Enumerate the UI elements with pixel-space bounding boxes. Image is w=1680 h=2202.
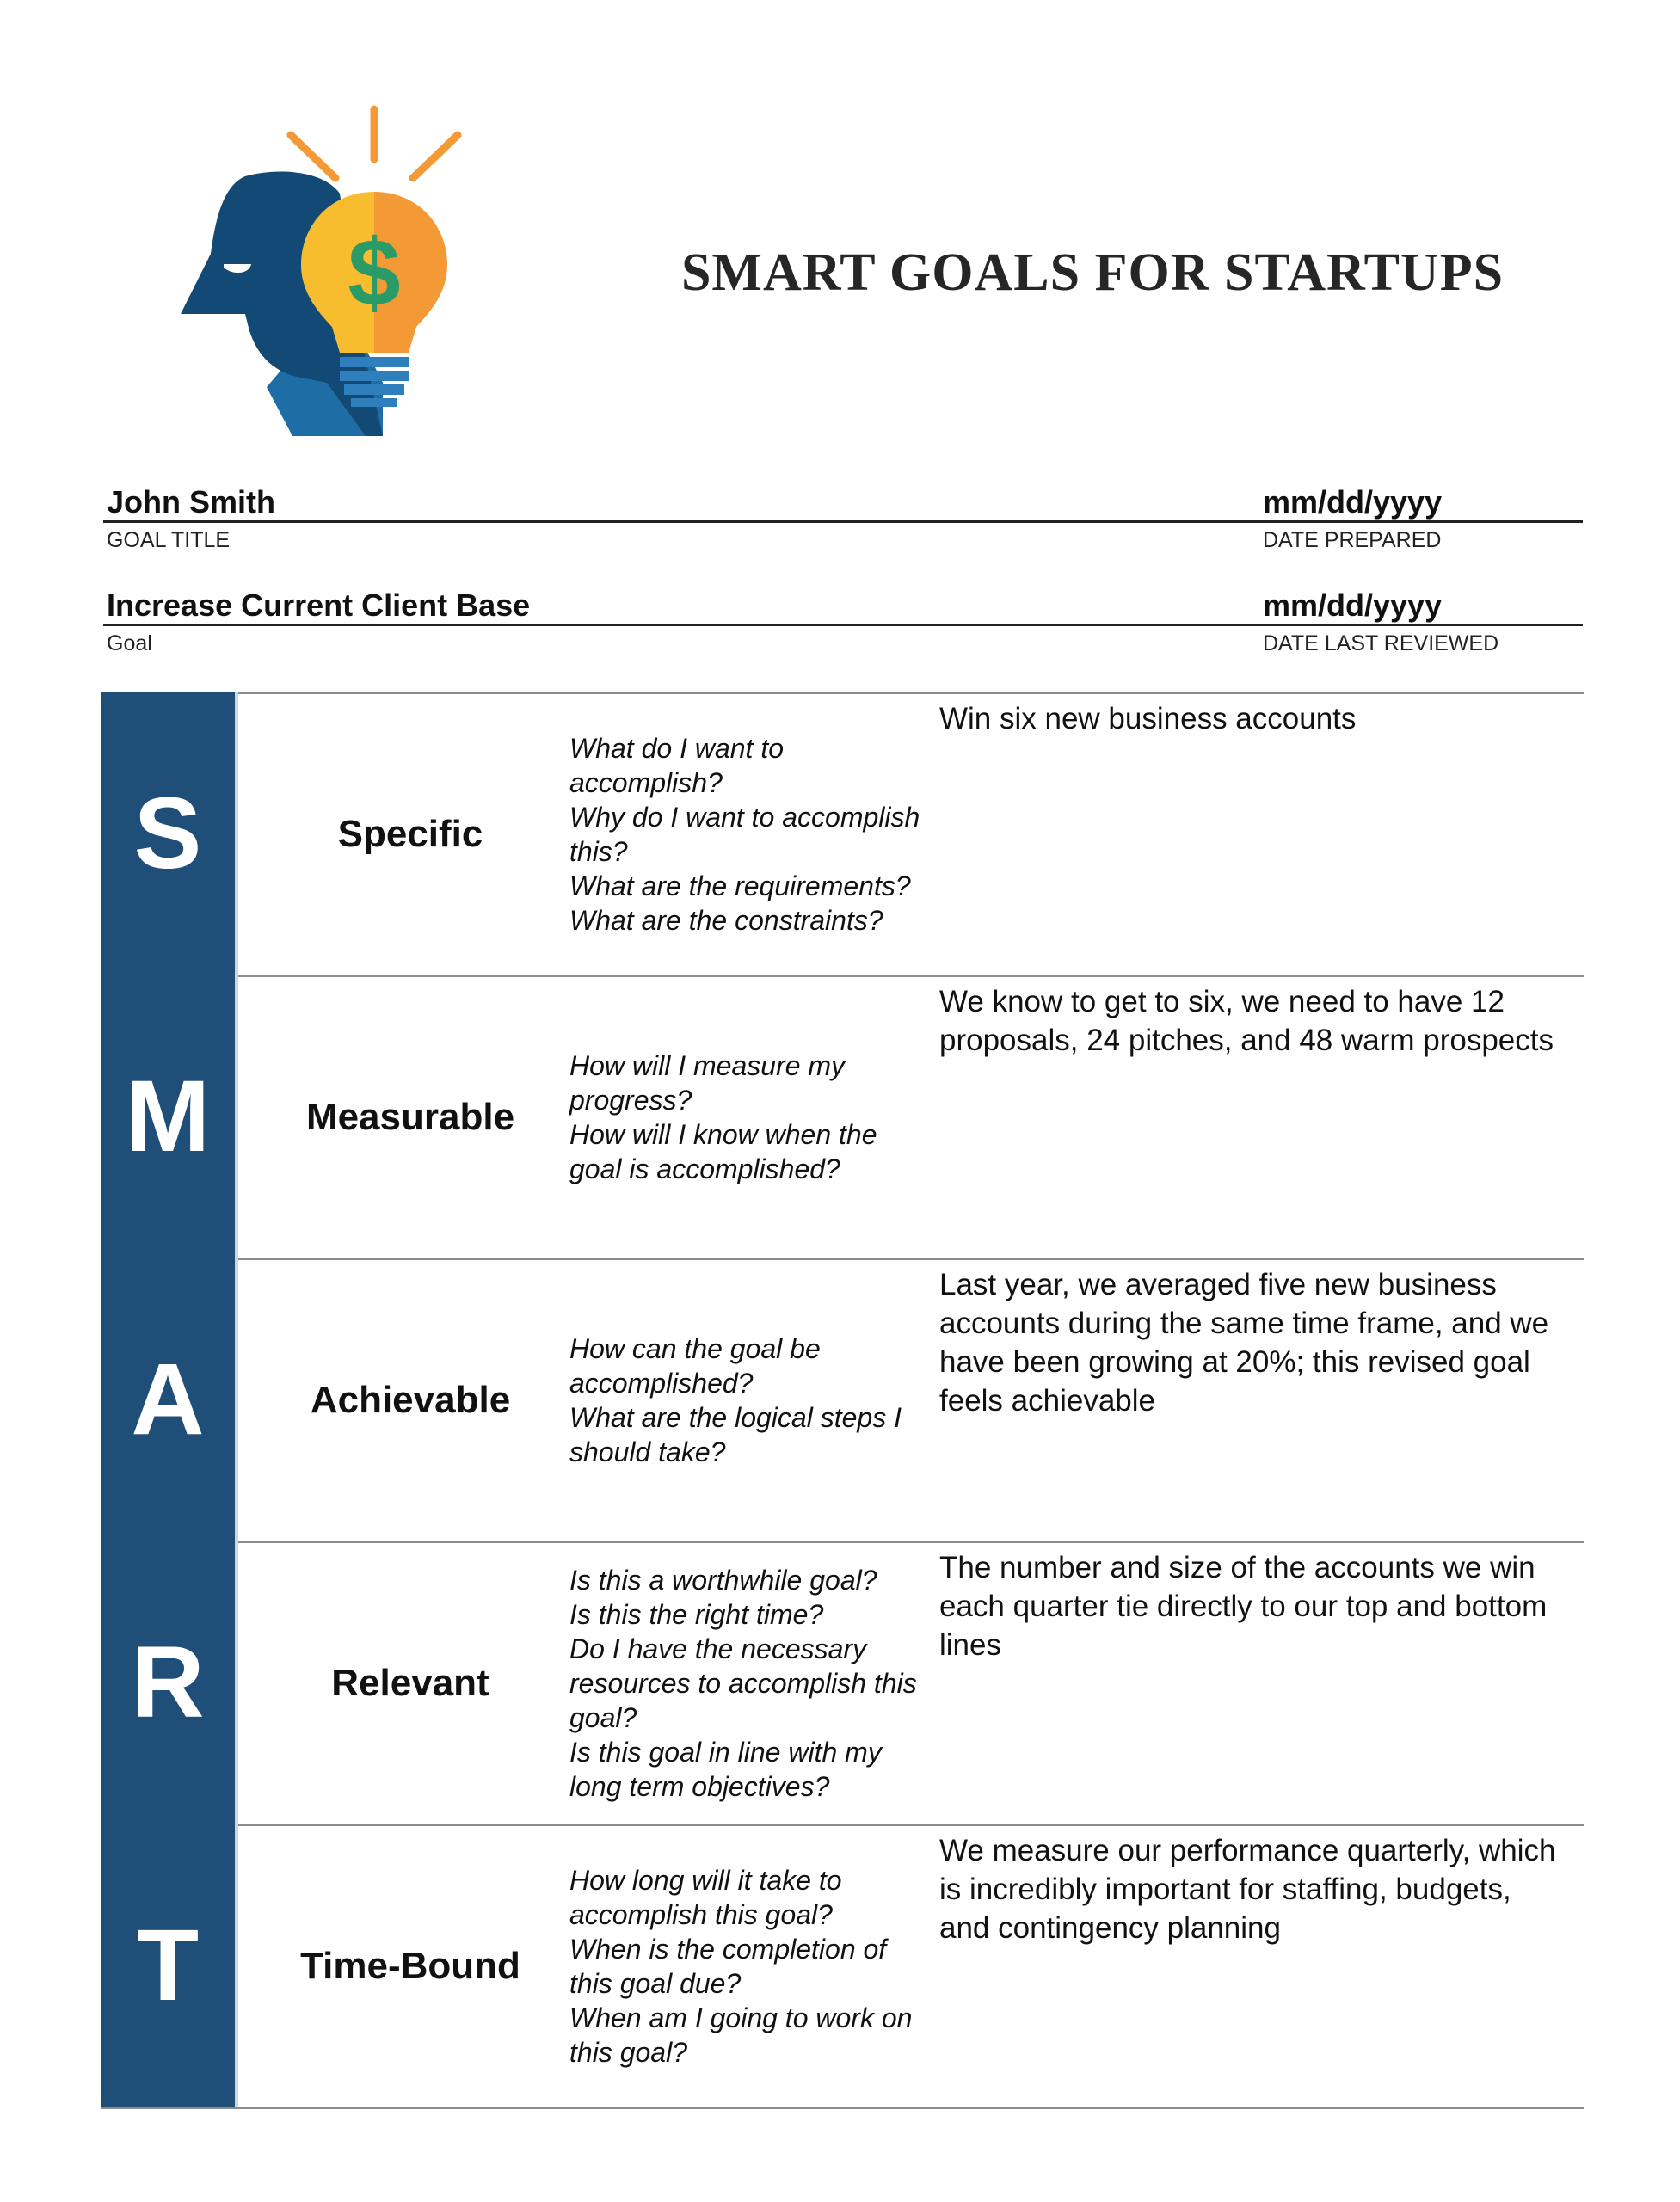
field-divider: [103, 624, 1583, 626]
date-reviewed-label: DATE LAST REVIEWED: [1263, 631, 1499, 655]
answer-line: We measure our performance quarterly, which: [939, 1834, 1556, 1867]
question-line: Is this the right time?: [569, 1599, 824, 1630]
answer-line: accounts during the same time frame, and we: [939, 1307, 1549, 1340]
goal-answer: [939, 699, 1580, 738]
question-line: How will I know when the: [569, 1119, 877, 1150]
answer-line: feels achievable: [939, 1384, 1155, 1418]
goal-answer: [939, 1831, 1580, 1947]
question-line: When is the completion of: [569, 1934, 887, 1965]
question-line: accomplished?: [569, 1368, 754, 1399]
question-line: long term objectives?: [569, 1771, 830, 1802]
guiding-questions: [569, 694, 948, 975]
question-line: should take?: [569, 1436, 726, 1467]
goal-answer: [939, 982, 1580, 1060]
guiding-questions: [569, 977, 948, 1258]
question-line: progress?: [569, 1085, 692, 1116]
guiding-questions: [569, 1260, 948, 1541]
answer-line: and contingency planning: [939, 1911, 1281, 1945]
date-prepared-label: DATE PREPARED: [1263, 528, 1442, 552]
question-line: Why do I want to accomplish: [569, 802, 920, 833]
goal-answer: [939, 1548, 1580, 1664]
question-line: goal is accomplished?: [569, 1153, 840, 1184]
question-line: this goal due?: [569, 1968, 742, 1999]
smart-letter: T: [101, 1824, 238, 2107]
svg-text:$: $: [348, 220, 401, 326]
date-prepared-value: mm/dd/yyyy: [1263, 484, 1443, 520]
question-line: When am I going to work on: [569, 2002, 913, 2033]
goal-answer: [939, 1265, 1580, 1420]
answer-line: Last year, we averaged five new business: [939, 1268, 1497, 1301]
question-line: What are the logical steps I: [569, 1402, 902, 1433]
question-line: this goal?: [569, 2037, 687, 2068]
smart-criterion-name: Time-Bound: [300, 1945, 520, 1987]
question-line: resources to accomplish this: [569, 1668, 917, 1699]
goal-title-value: John Smith: [107, 484, 275, 520]
smart-letter: R: [101, 1541, 238, 1824]
question-line: What are the requirements?: [569, 870, 911, 901]
answer-line: each quarter tie directly to our top and bottom: [939, 1590, 1548, 1623]
question-line: this?: [569, 836, 628, 867]
question-line: How can the goal be: [569, 1333, 821, 1364]
question-line: Is this a worthwhile goal?: [569, 1565, 877, 1596]
answer-line: have been growing at 20%; this revised goal: [939, 1345, 1530, 1379]
page-title: SMART GOALS FOR STARTUPS: [680, 243, 1505, 302]
smart-letter: A: [101, 1258, 238, 1541]
question-line: accomplish this goal?: [569, 1899, 833, 1930]
question-line: How long will it take to: [569, 1865, 842, 1896]
question-line: What are the constraints?: [569, 905, 883, 936]
answer-line: Win six new business accounts: [939, 702, 1357, 735]
head-lightbulb-dollar-icon: [163, 99, 473, 447]
goal-title-label: GOAL TITLE: [107, 528, 231, 552]
smart-row-achievable: [101, 1258, 1584, 1541]
smart-row-specific: [101, 692, 1584, 975]
smart-row-relevant: [101, 1541, 1584, 1824]
answer-line: We know to get to six, we need to have 12: [939, 985, 1505, 1018]
guiding-questions: [569, 1543, 948, 1824]
goal-label: Goal: [107, 631, 152, 655]
question-line: goal?: [569, 1702, 637, 1733]
question-line: How will I measure my: [569, 1050, 846, 1081]
goal-value: Increase Current Client Base: [107, 587, 531, 623]
smart-table: [101, 692, 1584, 2109]
answer-line: lines: [939, 1628, 1001, 1662]
smart-letter: M: [101, 975, 238, 1258]
answer-line: proposals, 24 pitches, and 48 warm prospects: [939, 1024, 1554, 1057]
answer-line: is incredibly important for staffing, budgets,: [939, 1873, 1511, 1906]
smart-letter: S: [101, 692, 238, 975]
smart-row-measurable: [101, 975, 1584, 1258]
smart-criterion-name: Measurable: [305, 1096, 515, 1138]
smart-row-time-bound: [101, 1824, 1584, 2109]
question-line: What do I want to: [569, 733, 785, 764]
question-line: Is this goal in line with my: [569, 1737, 882, 1768]
question-line: Do I have the necessary: [569, 1633, 867, 1664]
smart-criterion-name: Specific: [337, 813, 483, 855]
date-reviewed-value: mm/dd/yyyy: [1263, 587, 1443, 623]
smart-criterion-name: Achievable: [310, 1379, 511, 1421]
answer-line: The number and size of the accounts we win: [939, 1551, 1535, 1584]
question-line: accomplish?: [569, 767, 723, 798]
field-divider: [103, 520, 1583, 523]
guiding-questions: [569, 1826, 948, 2107]
smart-criterion-name: Relevant: [331, 1662, 489, 1704]
